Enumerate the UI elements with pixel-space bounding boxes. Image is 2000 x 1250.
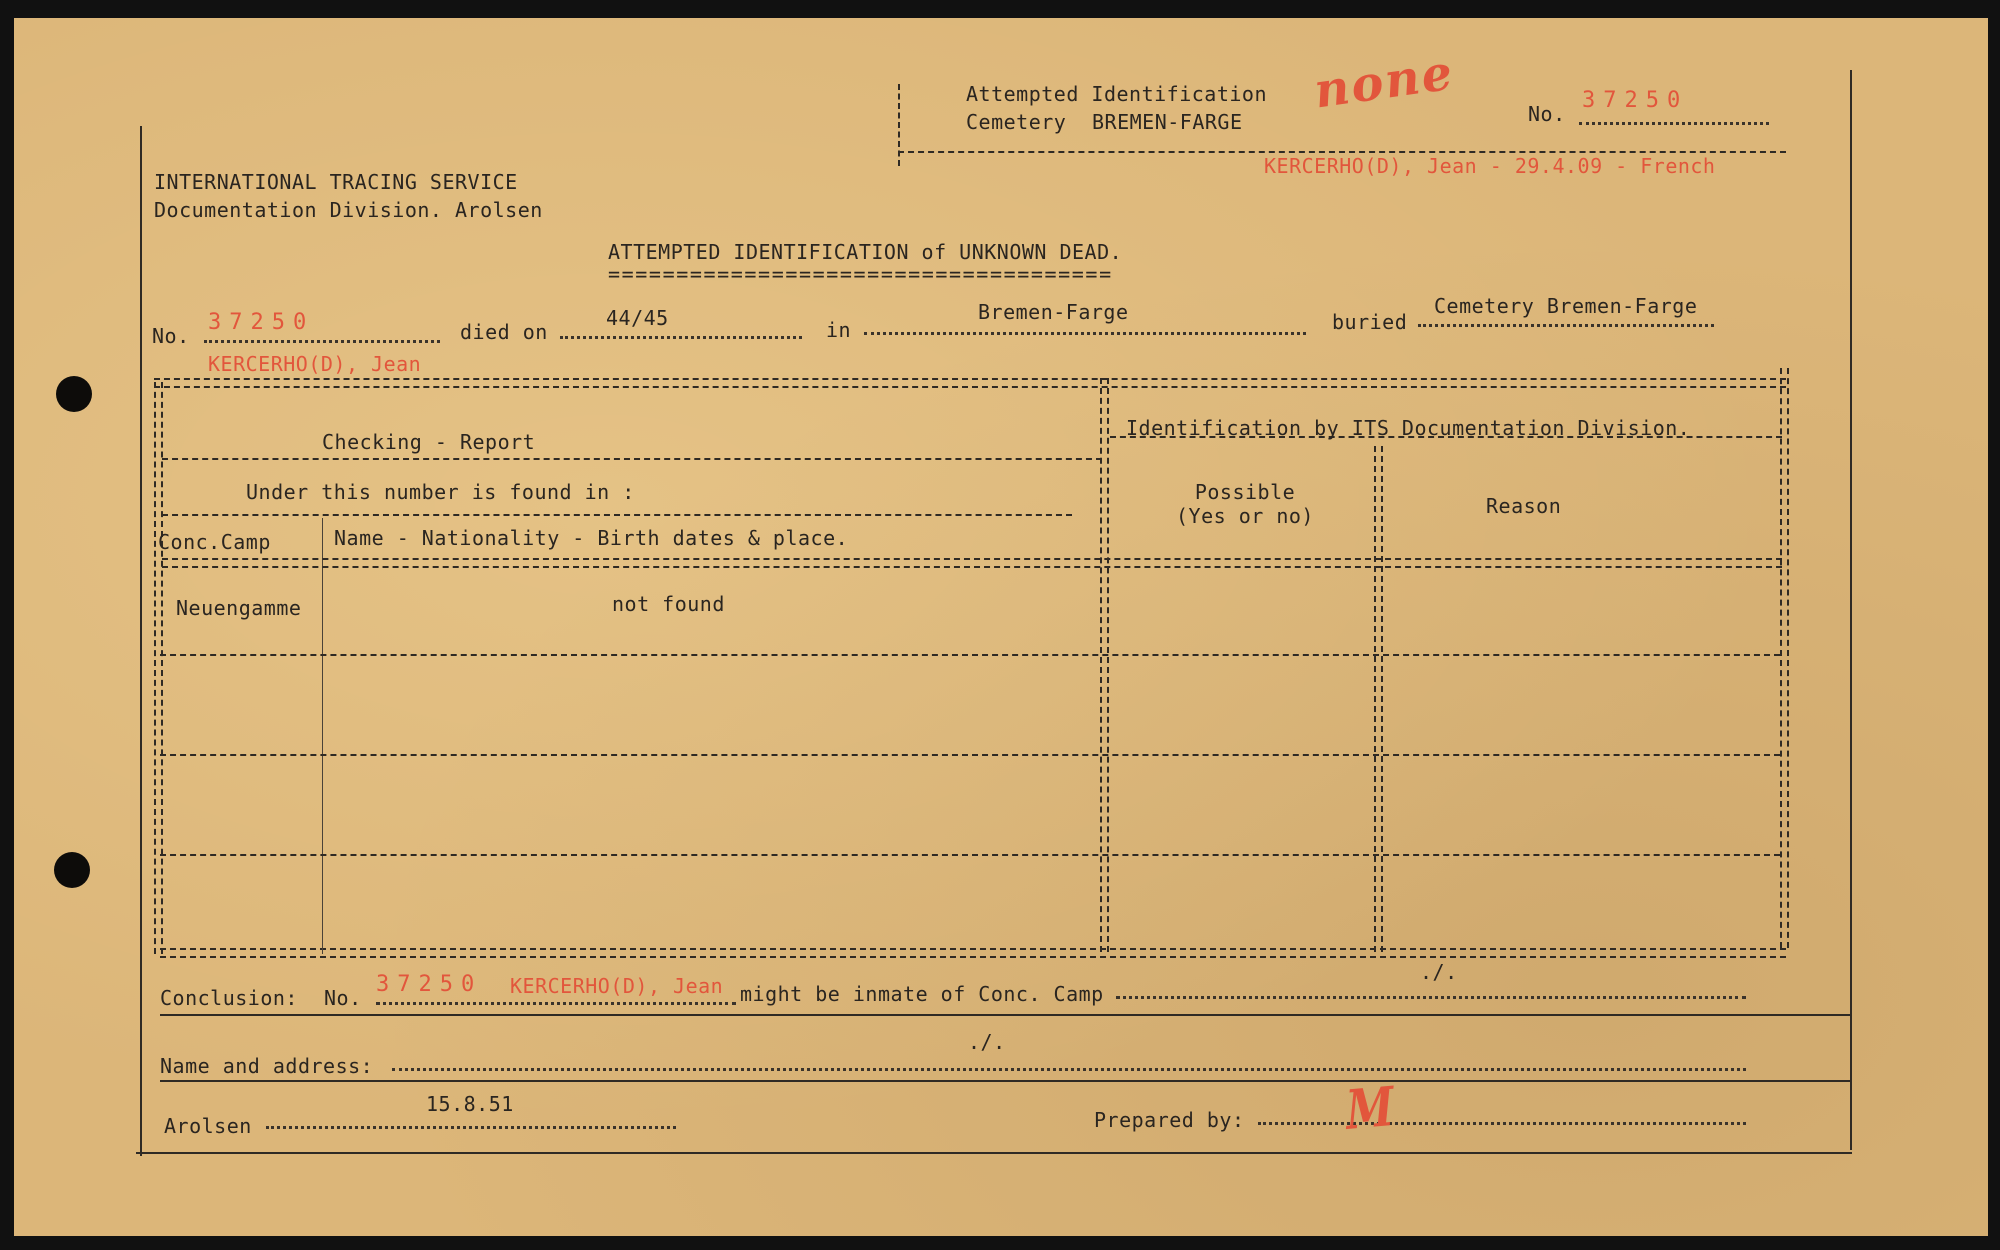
table-right-border [1780,368,1789,948]
checking-report-heading: Checking - Report [322,430,536,454]
checking-report-underline [162,458,1102,460]
row-line-2 [160,754,1780,756]
died-in-label: in [826,318,852,342]
footer-date: 15.8.51 [426,1092,514,1116]
died-in-dots [864,332,1306,335]
died-in-value: Bremen-Farge [978,300,1129,324]
conclusion-camp-value: ./. [1420,960,1458,984]
header-no-dots [1579,122,1769,125]
identification-heading: Identification by ITS Documentation Division. [1126,416,1691,440]
row-line-3 [160,854,1780,856]
columns-header-underline [162,558,1782,568]
table-top-border [154,378,1786,388]
buried-label: buried [1332,310,1408,334]
table-left-border [154,382,163,954]
conclusion-middle-text: might be inmate of Conc. Camp [740,982,1104,1006]
conclusion-no-label: No. [324,986,362,1010]
under-number-underline [162,514,1072,516]
header-attempted-identification: Attempted Identification [966,82,1267,106]
org-division: Documentation Division. Arolsen [154,198,543,222]
conclusion-name-red: KERCERHO(D), Jean [510,974,724,998]
possible-label: Possible [1194,480,1296,504]
name-address-label: Name and address: [160,1054,374,1078]
row1-name: not found [612,592,725,616]
conclusion-label: Conclusion: [160,986,298,1010]
record-no-label: No. [152,324,190,348]
header-box-bottom [898,151,1786,153]
table-divider-main [1100,378,1109,952]
record-name-red: KERCERHO(D), Jean [208,352,422,376]
punch-hole-top [56,376,92,412]
name-address-dots [392,1068,1746,1071]
header-no-label: No. [1528,102,1566,126]
yes-or-no-label: (Yes or no) [1176,504,1314,528]
right-frame-line [1850,70,1852,1150]
buried-dots [1418,324,1714,327]
prepared-by-dots [1258,1122,1746,1125]
header-box-left [898,84,900,166]
under-number-label: Under this number is found in : [246,480,635,504]
possible-heading [1114,480,1376,528]
index-card [14,18,1988,1236]
col-conc-camp: Conc.Camp [158,530,271,554]
died-on-label: died on [460,320,548,344]
title-underline: ===================================== [608,262,1113,286]
conclusion-no-dots [376,1002,736,1005]
col-name-nationality: Name - Nationality - Birth dates & place. [334,526,849,550]
conclusion-no-value: 37250 [376,972,483,997]
reason-heading: Reason [1486,494,1562,518]
record-no-value: 37250 [208,310,315,335]
row-line-1 [160,654,1780,656]
org-name: INTERNATIONAL TRACING SERVICE [154,170,518,194]
row1-conc-camp: Neuengamme [176,596,302,620]
footer-place: Arolsen [164,1114,252,1138]
died-on-dots [560,336,802,339]
handwritten-none: none [1310,44,1458,120]
footer-date-dots [266,1126,676,1129]
subject-name-line: KERCERHO(D), Jean - 29.4.09 - French [1264,154,1716,178]
header-cemetery-value: BREMEN-FARGE [1092,110,1243,134]
header-no-value: 37250 [1582,88,1689,113]
header-cemetery-label: Cemetery [966,110,1067,134]
table-bottom-border [160,948,1786,958]
conclusion-camp-dots [1116,996,1746,999]
died-on-value: 44/45 [606,306,669,330]
record-no-dots [204,340,440,343]
left-frame-line [140,126,142,1156]
punch-hole-bottom [54,852,90,888]
buried-value: Cemetery Bremen-Farge [1434,294,1698,318]
name-address-value: ./. [968,1030,1006,1054]
conclusion-rule [160,1014,1850,1016]
handwritten-initial: M [1344,1073,1396,1143]
bottom-frame-line [136,1152,1852,1154]
prepared-by-label: Prepared by: [1094,1108,1245,1132]
name-address-rule [160,1080,1850,1082]
table-divider-camp [322,518,323,954]
page-title: ATTEMPTED IDENTIFICATION of UNKNOWN DEAD. [608,240,1123,264]
